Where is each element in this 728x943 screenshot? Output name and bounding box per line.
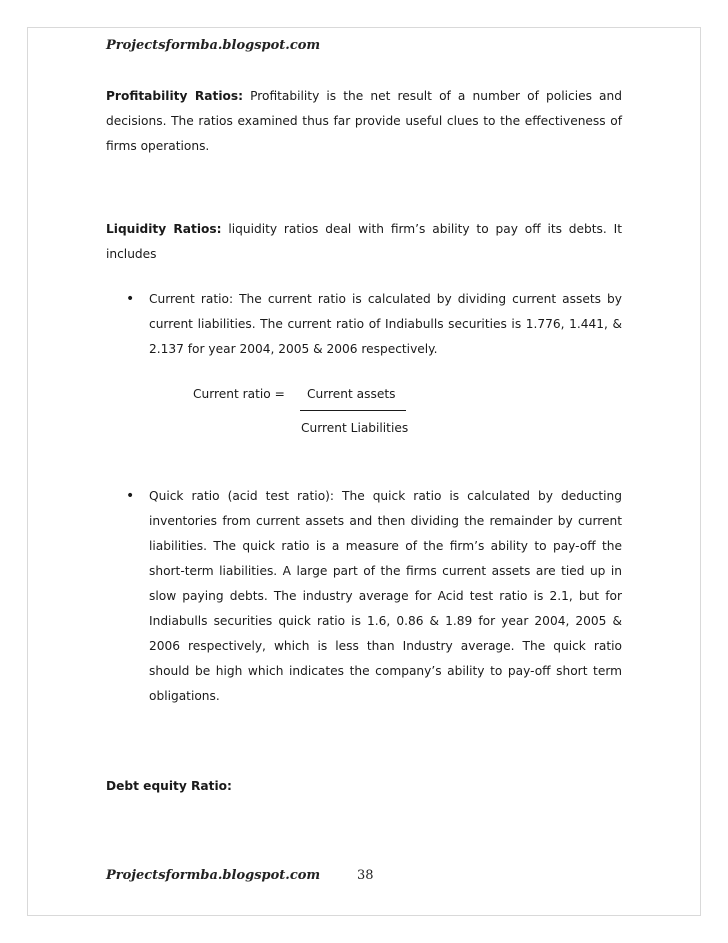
bullet-list-quick [106,484,622,709]
quick-ratio-text: Quick ratio (acid test ratio): The quick ratio is calculated by deducting inventories from current assets and then dividing the remainder by current liabilities. The quick ratio is a measure of the firm’s ability to pay-off the short-term liabilities. A large part of the firms current assets are tied up in slow paying debts. The industry average for Acid test ratio is 2.1, but for Indiabulls securities quick ratio is 1.6, 0.86 & 1.89 for year 2004, 2005 & 2006 respectively, which is less than Industry average. The quick ratio should be high which indicates the company’s ability to pay-off short term obligations. [149,489,622,703]
formula-denominator: Current Liabilities [301,421,409,435]
liquidity-paragraph [106,217,622,267]
fraction-bar [300,410,406,411]
current-ratio-text: Current ratio: The current ratio is calculated by dividing current assets by current liabilities. The current ratio of Indiabulls securities is 1.776, 1.441, & 2.137 for year 2004, 2005 & 2006 respectively. [149,292,622,356]
bullet-list-current [106,287,622,362]
page-footer: Projectsformba.blogspot.com [106,868,321,883]
debt-equity-heading: Debt equity Ratio: [106,779,232,793]
formula-numerator: Current assets [307,387,396,401]
bullet-quick-ratio [106,484,622,709]
bullet-icon: • [126,291,135,307]
formula-label: Current ratio = [193,387,285,401]
bullet-current-ratio [106,287,622,362]
liquidity-heading: Liquidity Ratios: [106,222,222,236]
liquidity-text: liquidity ratios deal with firm’s ability to pay off its debts. It includes [106,222,622,261]
profitability-text: Profitability is the net result of a number of policies and decisions. The ratios examined thus far provide useful clues to the effectiveness of firms operations. [106,89,622,153]
page-header: Projectsformba.blogspot.com [106,38,321,53]
profitability-paragraph [106,84,622,159]
profitability-heading: Profitability Ratios: [106,89,244,103]
page-number: 38 [357,868,374,883]
bullet-icon: • [126,488,135,504]
